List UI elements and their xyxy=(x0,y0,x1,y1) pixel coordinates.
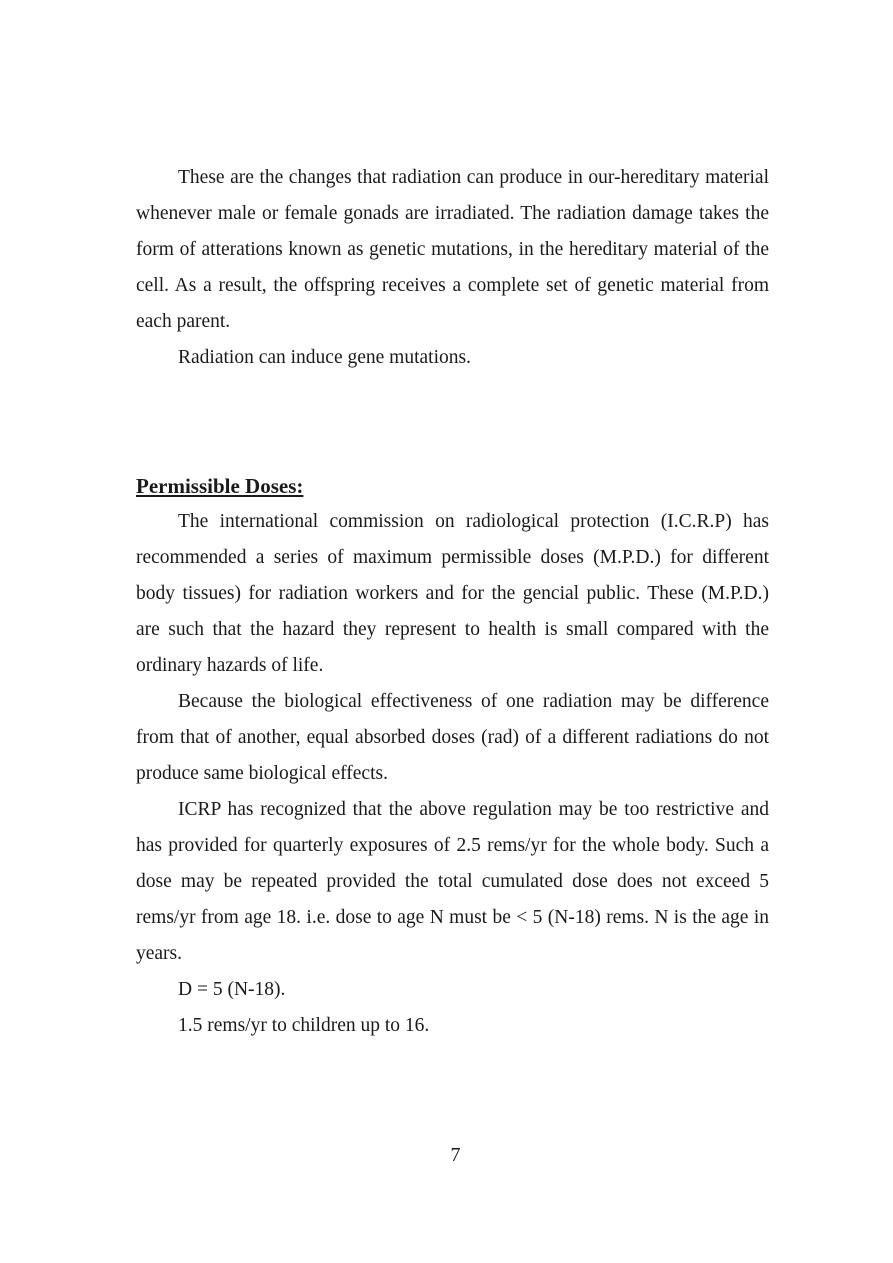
section-heading: Permissible Doses: xyxy=(136,474,304,498)
dose-formula: D = 5 (N-18). xyxy=(178,979,286,1000)
page-number: 7 xyxy=(450,1144,461,1166)
icrp-paragraph: The international commission on radiological protection (I.C.R.P) has recommended a series of maximum permissible doses (M.P.D.) for different body tissues) for radiation workers and for the gencial public. These (M.P.D.) are such that the hazard they represent to health is small compared with the ordinary hazards of life. xyxy=(136,511,769,676)
regulation-paragraph: ICRP has recognized that the above regulation may be too restrictive and has provided for quarterly exposures of 2.5 rems/yr for the whole body. Such a dose may be repeated provided the total cumulated dose does not exceed 5 rems/yr from age 18. i.e. dose to age N must be < 5 (N-18) rems. N is the age in years. xyxy=(136,799,769,964)
intro-statement: Radiation can induce gene mutations. xyxy=(178,347,471,368)
page-content xyxy=(136,160,769,1044)
effectiveness-paragraph: Because the biological effectiveness of one radiation may be difference from that of another, equal absorbed doses (rad) of a different radiations do not produce same biological effects. xyxy=(136,691,769,784)
intro-paragraph: These are the changes that radiation can produce in our-hereditary material whenever male or female gonads are irradiated. The radiation damage takes the form of atterations known as genetic mutations, in the hereditary material of the cell. As a result, the offspring receives a complete set of genetic material from each parent. xyxy=(136,167,769,332)
section-spacer xyxy=(136,376,769,468)
children-limit: 1.5 rems/yr to children up to 16. xyxy=(178,1015,430,1036)
